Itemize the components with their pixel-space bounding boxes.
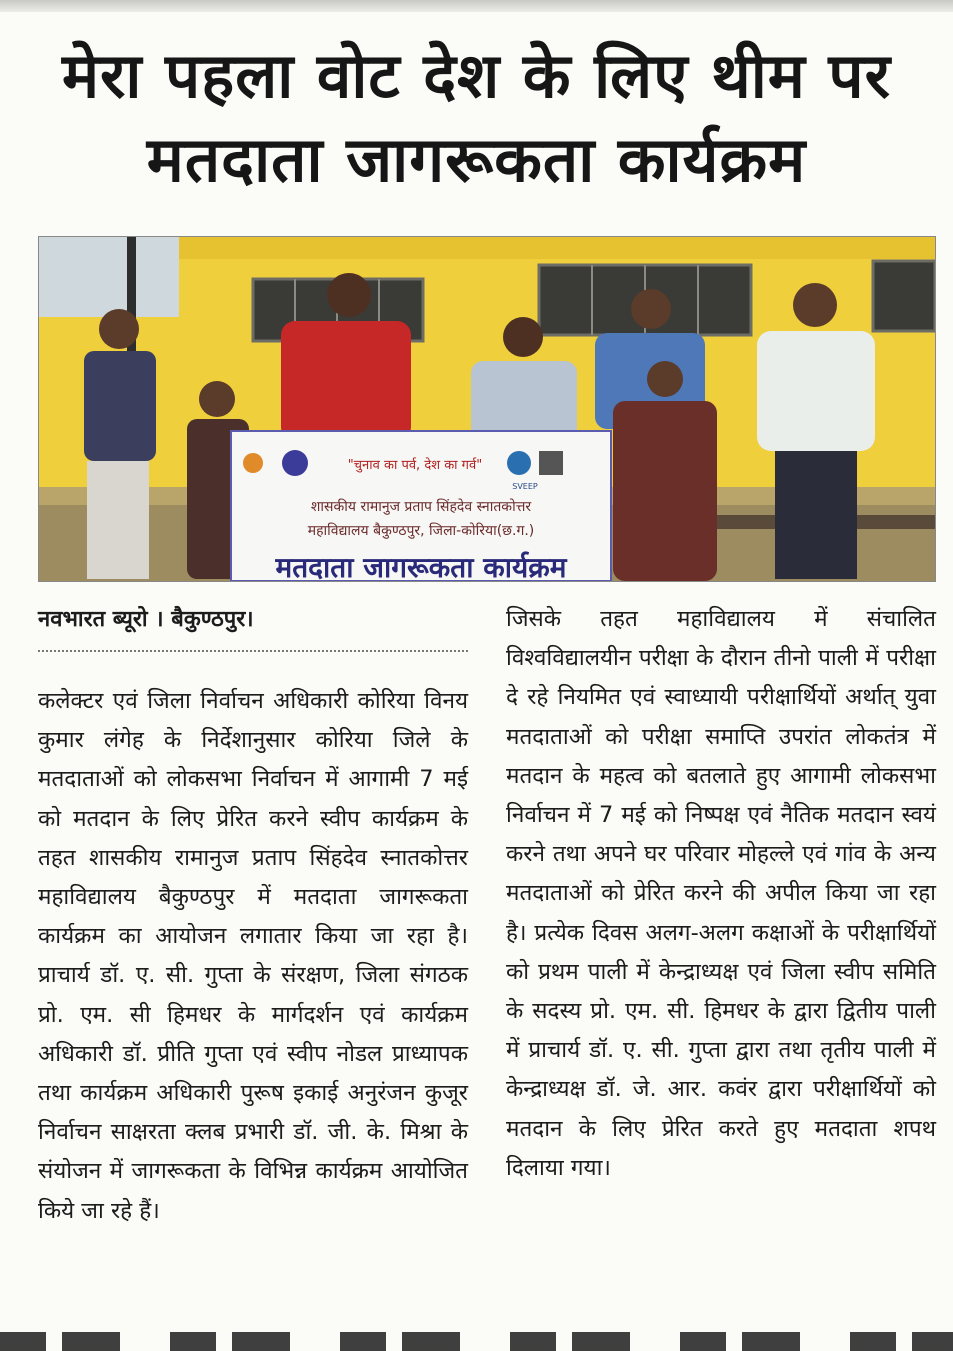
banner-title: मतदाता जागरूकता कार्यक्रम <box>275 551 567 581</box>
article-text-left: कलेक्टर एवं जिला निर्वाचन अधिकारी कोरिया विनय कुमार लंगेह के निर्देशानुसार कोरिया जिले के मतदाताओं को लोकसभा निर्वाचन में आगामी 7 मई को मतदान के लिए प्रेरित करने स्वीप कार्यक्रम के तहत शासकीय रामानुज प्रताप सिंहदेव स्नातकोत्तर महाविद्यालय बैकुण्ठपुर में मतदाता जागरूकता कार्यक्रम का आयोजन लगातार किया जा रहा है। प्राचार्य डॉ. ए. सी. गुप्ता के संरक्षण, जिला संगठक प्रो. एम. सी हिमधर के मार्गदर्शन एवं कार्यक्रम अधिकारी डॉ. प्रीति गुप्ता एवं स्वीप नोडल प्राध्यापक तथा कार्यक्रम अधिकारी पुरूष इकाई अनुरंजन कुजूर निर्वाचन साक्षरता क्लब प्रभारी डॉ. जी. के. मिश्रा के संयोजन में जागरूकता के विभिन्न कार्यक्रम आयोजित किये जा रहे हैं। <box>38 688 468 1224</box>
banner-logo-text: SVEEP <box>512 482 538 491</box>
byline: नवभारत ब्यूरो । बैकुण्ठपुर। <box>38 600 468 652</box>
article-column-right <box>506 600 936 1188</box>
article-text-right: जिसके तहत महाविद्यालय में संचालित विश्वविद्यालयीन परीक्षा के दौरान तीनो पाली में परीक्षा दे रहे नियमित एवं स्वाध्यायी परीक्षार्थियों अर्थात् युवा मतदाताओं को परीक्षा समाप्ति उपरांत लोकतंत्र में मतदान के महत्व को बतलाते हुए आगामी लोकसभा निर्वाचन में 7 मई को निष्पक्ष एवं नैतिक मतदान स्वयं करने तथा अपने घर परिवार मोहल्ले एवं गांव के अन्य मतदाताओं को प्रेरित करने की अपील किया जा रहा है। प्रत्येक दिवस अलग-अलग कक्षाओं के परीक्षार्थियों को प्रथम पाली में केन्द्राध्यक्ष एवं जिला स्वीप समिति के सदस्य प्रो. एम. सी. हिमधर के द्वारा द्वितीय पाली में प्राचार्य डॉ. ए. सी. गुप्ता द्वारा तथा तृतीय पाली में केन्द्राध्यक्ष डॉ. जे. आर. कवंर द्वारा परीक्षार्थियों को मतदान के लिए प्रेरित करते हुए मतदाता शपथ दिलाया गया। <box>506 606 936 1181</box>
banner-college-line1: शासकीय रामानुज प्रताप सिंहदेव स्नातकोत्तर <box>310 499 532 515</box>
article-column-left <box>38 600 468 1231</box>
banner-slogan: "चुनाव का पर्व, देश का गर्व" <box>347 458 483 473</box>
headline: मेरा पहला वोट देश के लिए थीम पर मतदाता जागरूकता कार्यक्रम <box>61 39 891 196</box>
next-headline-clip <box>0 1332 953 1351</box>
previous-article-strip <box>0 0 953 12</box>
news-photo <box>38 236 936 582</box>
banner-college-line2: महाविद्यालय बैकुण्ठपुर, जिला-कोरिया(छ.ग.) <box>307 523 535 539</box>
